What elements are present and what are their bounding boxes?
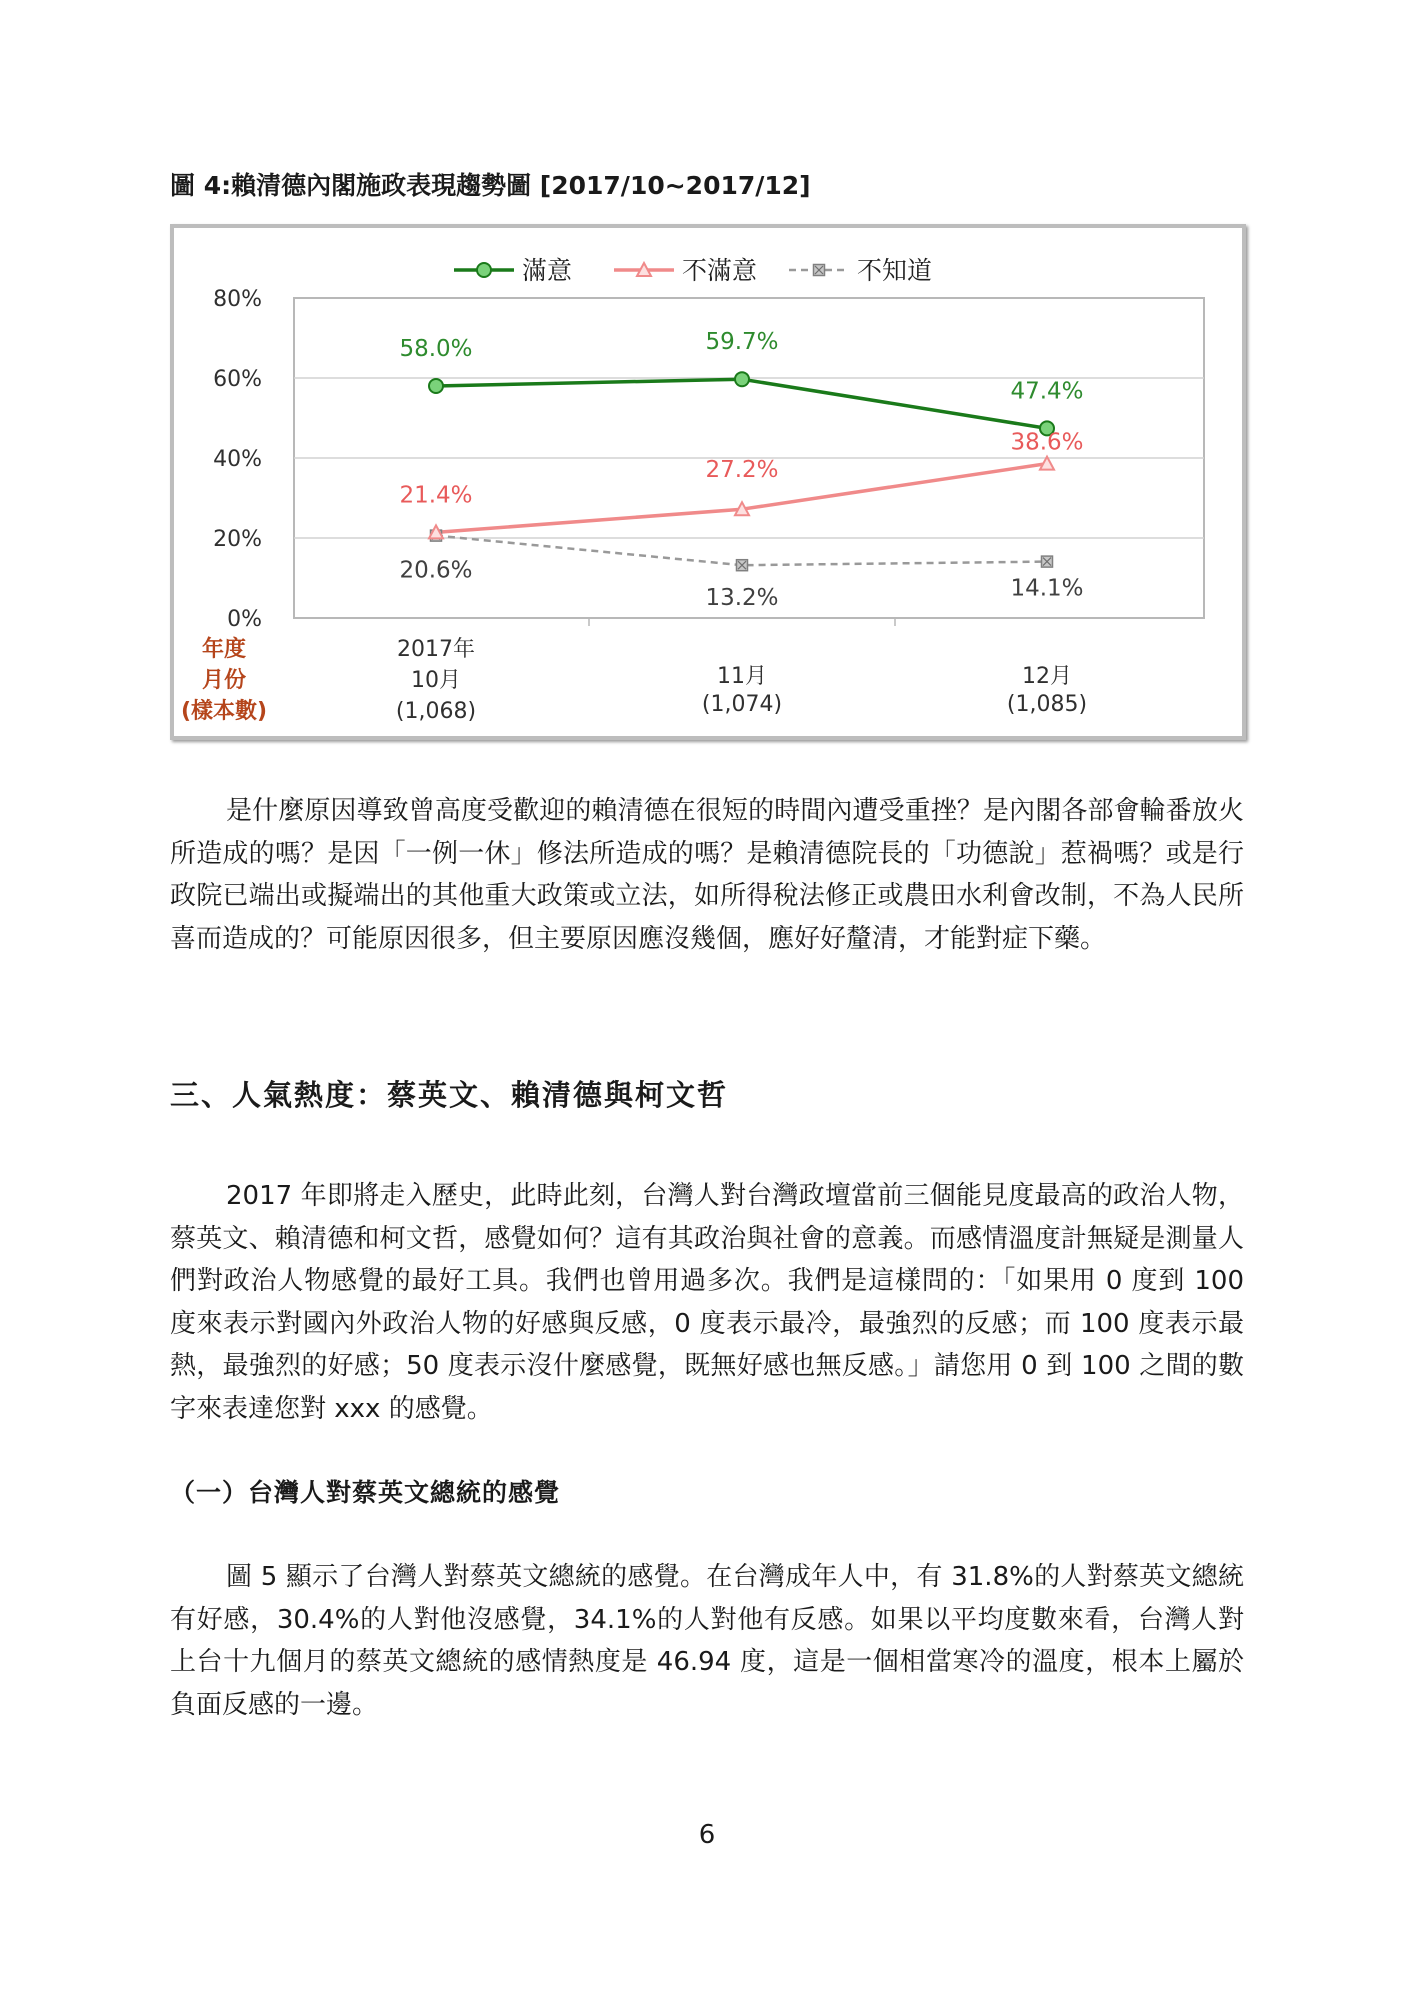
data-label: 59.7% bbox=[705, 329, 779, 356]
category-sample-label: (1,068) bbox=[395, 699, 477, 724]
legend-label: 不知道 bbox=[857, 256, 933, 285]
category-month-label: 11月 bbox=[717, 664, 767, 689]
figure-title: 圖 4:賴清德內閣施政表現趨勢圖 [2017/10~2017/12] bbox=[170, 171, 811, 200]
category-sample-label: (1,085) bbox=[1006, 692, 1088, 717]
y-tick-label: 80% bbox=[213, 287, 262, 312]
legend-label: 不滿意 bbox=[682, 256, 758, 285]
y-tick-label: 0% bbox=[227, 607, 262, 632]
data-label: 13.2% bbox=[705, 585, 779, 612]
data-label: 27.2% bbox=[705, 457, 779, 484]
legend-label: 滿意 bbox=[522, 256, 573, 285]
paragraph-causes: 是什麼原因導致曾高度受歡迎的賴清德在很短的時間內遭受重挫？是內閣各部會輪番放火所造成的嗎？是因「一例一休」修法所造成的嗎？是賴清德院長的「功德說」惹禍嗎？或是行政院已端出或擬端出的其他重大政策或立法，如所得稅法修正或農田水利會改制，不為人民所喜而造成的？可能原因很多，但主要原因應沒幾個，應好好釐清，才能對症下藥。 bbox=[170, 796, 1244, 954]
data-point-0 bbox=[429, 379, 443, 393]
trend-line-chart bbox=[174, 228, 1242, 736]
data-label: 38.6% bbox=[1010, 429, 1084, 456]
category-sample-label: (1,074) bbox=[701, 692, 783, 717]
x-axis-header-label: 月份 bbox=[201, 668, 247, 693]
x-axis-header-label: 年度 bbox=[201, 637, 247, 662]
data-label: 14.1% bbox=[1010, 575, 1084, 602]
section-heading: 三、人氣熱度：蔡英文、賴清德與柯文哲 bbox=[170, 1078, 729, 1112]
data-label: 20.6% bbox=[399, 557, 473, 584]
category-month-label: 10月 bbox=[411, 668, 461, 693]
paragraph-thermometer: 2017 年即將走入歷史，此時此刻，台灣人對台灣政壇當前三個能見度最高的政治人物，蔡英文、賴清德和柯文哲，感覺如何？這有其政治與社會的意義。而感情溫度計無疑是測量人們對政治人物感覺的最好工具。我們也曾用過多次。我們是這樣問的：「如果用 0 度到 100 度來表示對國內外政治人物的好感與反感，0 度表示最冷，最強烈的反感；而 100 度表示最熱，最強烈的好感；50 度表示沒什麼感覺，既無好感也無反感。」請您用 0 到 100 之間的數字來表達您對 xxx 的感覺。 bbox=[170, 1181, 1244, 1424]
y-tick-label: 20% bbox=[213, 527, 262, 552]
data-label: 47.4% bbox=[1010, 378, 1084, 405]
category-year-label: 2017年 bbox=[397, 637, 475, 662]
subsection-heading: （一）台灣人對蔡英文總統的感覺 bbox=[170, 1478, 561, 1507]
x-axis-header-label: (樣本數) bbox=[180, 699, 268, 724]
y-tick-label: 40% bbox=[213, 447, 262, 472]
category-month-label: 12月 bbox=[1022, 664, 1072, 689]
paragraph-tsai-feelings: 圖 5 顯示了台灣人對蔡英文總統的感覺。在台灣成年人中，有 31.8%的人對蔡英文總統有好感，30.4%的人對他沒感覺，34.1%的人對他有反感。如果以平均度數來看，台灣人對上台十九個月的蔡英文總統的感情熱度是 46.94 度，這是一個相當寒冷的溫度，根本上屬於負面反感的一邊。 bbox=[170, 1562, 1244, 1720]
data-label: 58.0% bbox=[399, 336, 473, 362]
data-label: 21.4% bbox=[399, 482, 473, 509]
chart-frame bbox=[170, 224, 1246, 740]
page-number: 6 bbox=[698, 1820, 716, 1850]
legend-marker bbox=[477, 263, 491, 277]
y-tick-label: 60% bbox=[213, 367, 262, 392]
data-point-0 bbox=[735, 372, 749, 386]
